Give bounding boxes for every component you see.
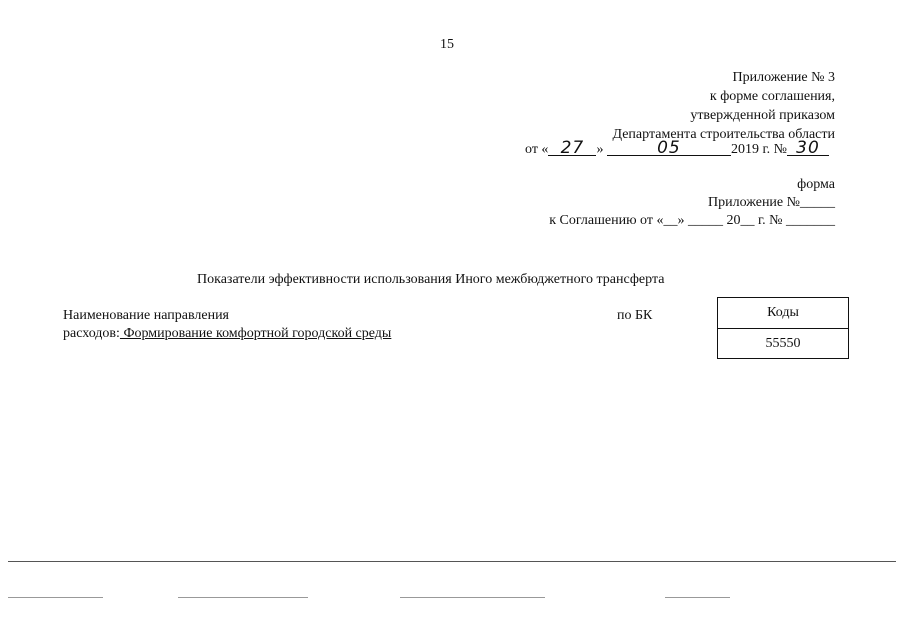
order-date-line [525,138,829,158]
codes-value: 55550 [718,328,848,359]
order-month: 05 [607,141,731,156]
table-title: Показатели эффективности использования Иного межбюджетного трансферта [197,272,665,287]
order-mid: » [596,142,604,157]
form-label: форма [797,177,835,192]
page-number: 15 [440,37,454,52]
order-day: 27 [548,141,596,156]
direction-value-line [63,326,391,342]
appendix-title: Приложение № 3 [732,70,835,85]
scan-artifact-line [8,597,103,598]
agreement-reference: к Соглашению от «__» _____ 20__ г. № _______ [549,213,835,228]
direction-prefix: расходов: [63,326,120,341]
approved-by-order: утвержденной приказом [690,108,835,123]
codes-header: Коды [767,305,799,320]
order-year: 2019 г. № [730,142,787,157]
direction-value: Формирование комфортной городской среды [119,326,392,341]
bk-label: по БК [617,308,653,323]
order-prefix: от « [525,142,549,157]
department-name: Департамента строительства области [612,127,835,142]
scan-artifact-line [400,597,545,598]
scan-artifact-line [665,597,730,598]
order-number: 30 [787,141,829,156]
appendix-number-field: Приложение №_____ [708,195,835,210]
form-reference: к форме соглашения, [709,89,835,104]
bottom-rule [8,561,896,562]
direction-label: Наименование направления [63,308,229,323]
codes-table [717,297,849,359]
scan-artifact-line [178,597,308,598]
